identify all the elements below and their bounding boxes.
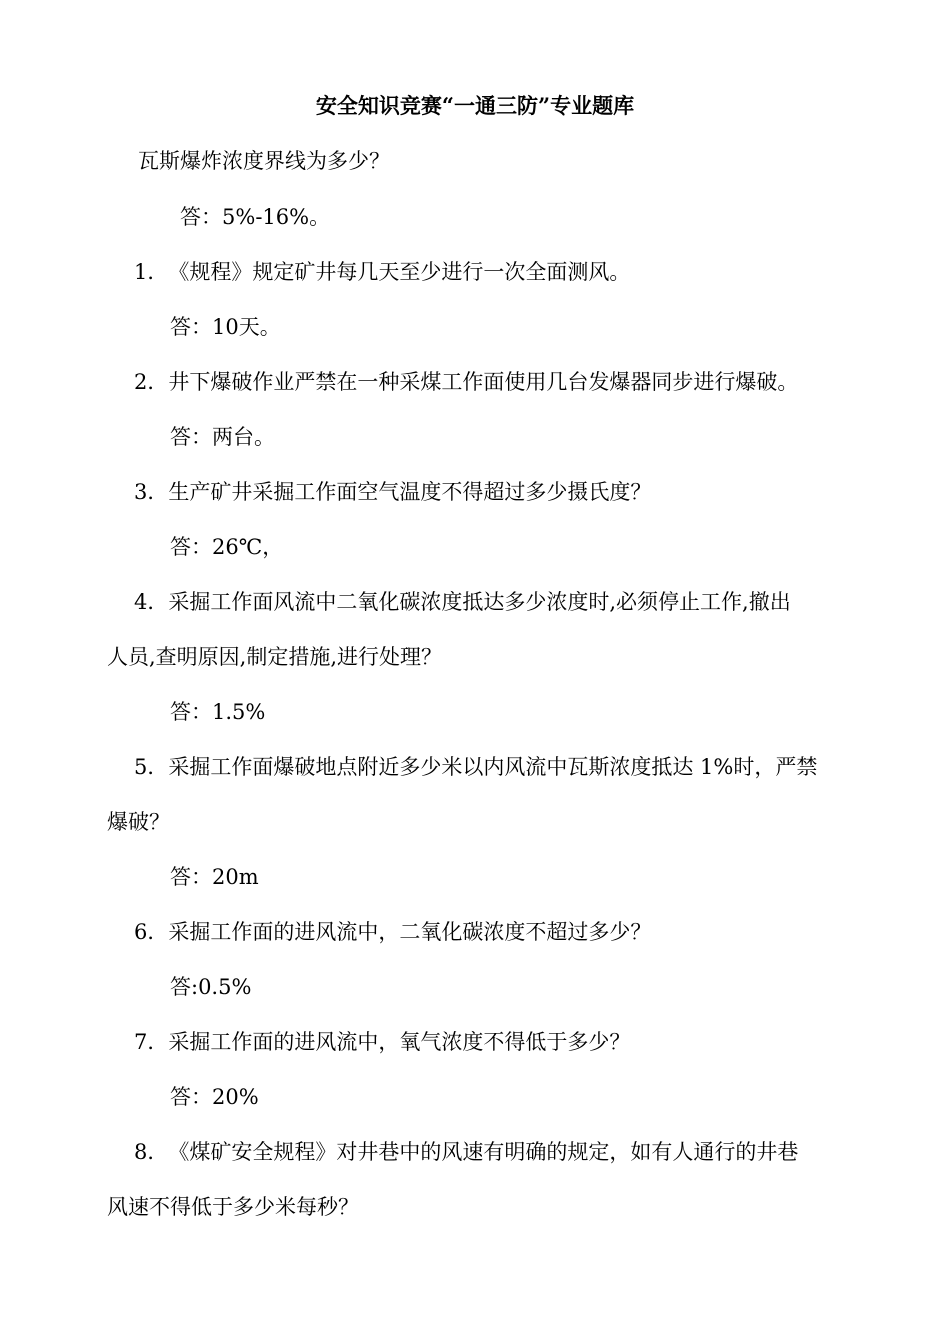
- question-3: [134, 478, 651, 506]
- question-number: 7．: [134, 1030, 169, 1054]
- question-text: 采掘工作面爆破地点附近多少米以内风流中瓦斯浓度抵达 1%时，严禁: [168, 755, 818, 779]
- intro-question: 瓦斯爆炸浓度界线为多少？: [138, 149, 390, 173]
- answer-7: 答：20%: [170, 1085, 259, 1109]
- answer-3: 答：26℃，: [170, 535, 284, 559]
- question-text: 采掘工作面的进风流中，氧气浓度不得低于多少？: [168, 1030, 631, 1054]
- question-number: 4．: [134, 590, 169, 614]
- question-8: [134, 1138, 798, 1166]
- question-text: 《煤矿安全规程》对井巷中的风速有明确的规定，如有人通行的井巷: [168, 1140, 799, 1164]
- question-4-continued: 人员,查明原因,制定措施,进行处理？: [107, 645, 443, 669]
- answer-6: 答:0.5%: [170, 975, 252, 999]
- question-number: 2．: [134, 370, 169, 394]
- question-1: [134, 258, 630, 286]
- question-5: [134, 753, 817, 781]
- question-text: 采掘工作面的进风流中，二氧化碳浓度不超过多少？: [168, 920, 652, 944]
- question-text: 《规程》规定矿井每几天至少进行一次全面测风。: [168, 260, 631, 284]
- question-number: 8．: [134, 1140, 169, 1164]
- answer-4: 答：1.5%: [170, 700, 266, 724]
- question-4: [134, 588, 791, 616]
- question-number: 3．: [134, 480, 169, 504]
- answer-5: 答：20m: [170, 865, 259, 889]
- question-number: 1．: [134, 260, 169, 284]
- question-5-continued: 爆破？: [107, 810, 170, 834]
- question-number: 5．: [134, 755, 169, 779]
- question-6: [134, 918, 651, 946]
- question-text: 生产矿井采掘工作面空气温度不得超过多少摄氏度？: [168, 480, 652, 504]
- question-2: [134, 368, 798, 396]
- answer-2: 答：两台。: [170, 425, 275, 449]
- answer-1: 答：10天。: [170, 315, 281, 339]
- document-title: 安全知识竞赛“一通三防”专业题库: [315, 93, 635, 118]
- question-number: 6．: [134, 920, 169, 944]
- question-text: 采掘工作面风流中二氧化碳浓度抵达多少浓度时,必须停止工作,撤出: [168, 590, 791, 614]
- question-8-continued: 风速不得低于多少米每秒？: [107, 1195, 359, 1219]
- question-text: 井下爆破作业严禁在一种采煤工作面使用几台发爆器同步进行爆破。: [168, 370, 799, 394]
- question-7: [134, 1028, 630, 1056]
- intro-answer: 答：5%-16%。: [180, 205, 331, 229]
